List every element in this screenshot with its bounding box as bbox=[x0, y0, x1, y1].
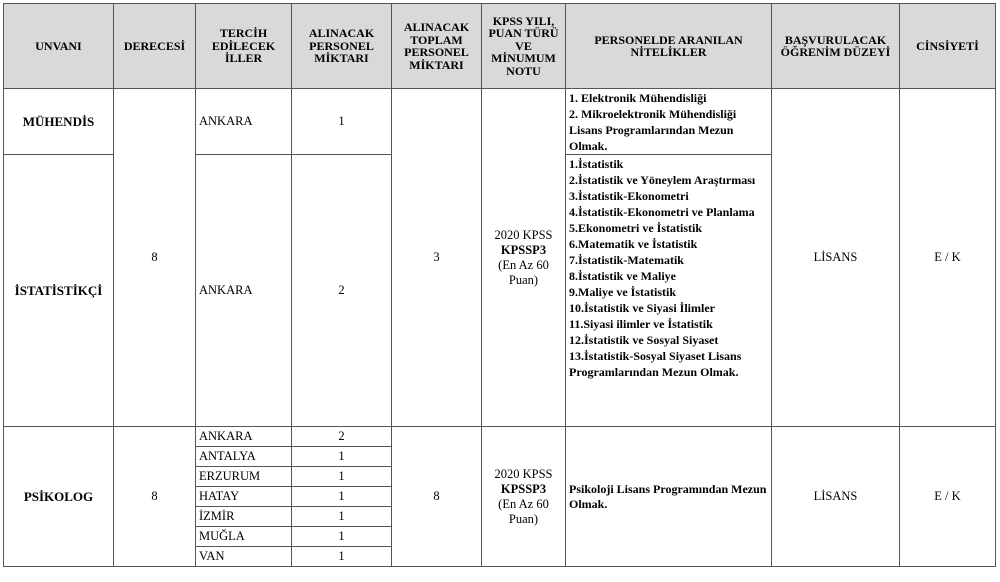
miktar-psikolog: 1 bbox=[292, 487, 392, 507]
derece-psikolog: 8 bbox=[114, 427, 196, 567]
kpss-year: 2020 KPSS bbox=[494, 466, 553, 481]
nitelik-item: 2.İstatistik ve Yöneylem Araştırması bbox=[569, 173, 756, 187]
kpss-type: KPSSP3 bbox=[500, 242, 547, 257]
table-row-psikolog bbox=[4, 427, 996, 447]
header-unvani: UNVANI bbox=[4, 4, 114, 89]
personnel-table bbox=[3, 3, 996, 567]
kpss-group1 bbox=[482, 89, 566, 427]
nitelik-item: 1. Elektronik Mühendisliği bbox=[569, 91, 707, 105]
nitelik-item: 2. Mikroelektronik Mühendisliği Lisans Programlarından Mezun Olmak. bbox=[569, 107, 737, 153]
kpss-type: KPSSP3 bbox=[500, 481, 547, 496]
il-psikolog: ANKARA bbox=[196, 427, 292, 447]
nitelik-item: 9.Maliye ve İstatistik bbox=[569, 285, 676, 299]
kpss-year: 2020 KPSS bbox=[494, 227, 553, 242]
nitelik-item: 12.İstatistik ve Sosyal Siyaset bbox=[569, 333, 719, 347]
nitelik-item: 1.İstatistik bbox=[569, 157, 624, 171]
nitelik-istatistikci bbox=[566, 155, 772, 427]
nitelik-item: 8.İstatistik ve Maliye bbox=[569, 269, 676, 283]
miktar-psikolog: 1 bbox=[292, 507, 392, 527]
header-toplam: ALINACAK TOPLAM PERSONEL MİKTARI bbox=[392, 4, 482, 89]
kpss-min: (En Az 60 Puan) bbox=[498, 257, 549, 287]
nitelik-item: 7.İstatistik-Matematik bbox=[569, 253, 684, 267]
toplam-group1: 3 bbox=[392, 89, 482, 427]
miktar-istatistikci: 2 bbox=[292, 155, 392, 427]
table-row-muhendis bbox=[4, 89, 996, 155]
nitelik-item: 5.Ekonometri ve İstatistik bbox=[569, 221, 702, 235]
unvan-muhendis: MÜHENDİS bbox=[4, 89, 114, 155]
nitelik-item: 11.Siyasi ilimler ve İstatistik bbox=[569, 317, 713, 331]
nitelik-psikolog: Psikoloji Lisans Programından Mezun Olmak. bbox=[566, 427, 772, 567]
miktar-psikolog: 2 bbox=[292, 427, 392, 447]
il-psikolog: VAN bbox=[196, 547, 292, 567]
nitelik-item: 10.İstatistik ve Siyasi İlimler bbox=[569, 301, 715, 315]
unvan-psikolog: PSİKOLOG bbox=[4, 427, 114, 567]
header-derecesi: DERECESİ bbox=[114, 4, 196, 89]
cinsiyet-group1: E / K bbox=[900, 89, 996, 427]
il-muhendis: ANKARA bbox=[196, 89, 292, 155]
header-row bbox=[4, 4, 996, 89]
nitelik-item: 4.İstatistik-Ekonometri ve Planlama bbox=[569, 205, 755, 219]
header-tercih: TERCİH EDİLECEK İLLER bbox=[196, 4, 292, 89]
ogrenim-group1: LİSANS bbox=[772, 89, 900, 427]
kpss-psikolog bbox=[482, 427, 566, 567]
kpss-min: (En Az 60 Puan) bbox=[498, 496, 549, 526]
il-psikolog: ERZURUM bbox=[196, 467, 292, 487]
toplam-psikolog: 8 bbox=[392, 427, 482, 567]
nitelik-muhendis bbox=[566, 89, 772, 155]
il-psikolog: MUĞLA bbox=[196, 527, 292, 547]
cinsiyet-psikolog: E / K bbox=[900, 427, 996, 567]
miktar-psikolog: 1 bbox=[292, 547, 392, 567]
header-kpss: KPSS YILI, PUAN TÜRÜ VE MİNUMUM NOTU bbox=[482, 4, 566, 89]
header-cinsiyet: CİNSİYETİ bbox=[900, 4, 996, 89]
miktar-psikolog: 1 bbox=[292, 447, 392, 467]
header-ogrenim: BAŞVURULACAK ÖĞRENİM DÜZEYİ bbox=[772, 4, 900, 89]
il-psikolog: İZMİR bbox=[196, 507, 292, 527]
nitelik-item: 3.İstatistik-Ekonometri bbox=[569, 189, 689, 203]
il-psikolog: ANTALYA bbox=[196, 447, 292, 467]
il-istatistikci: ANKARA bbox=[196, 155, 292, 427]
miktar-psikolog: 1 bbox=[292, 527, 392, 547]
miktar-psikolog: 1 bbox=[292, 467, 392, 487]
derece-group1: 8 bbox=[114, 89, 196, 427]
miktar-muhendis: 1 bbox=[292, 89, 392, 155]
header-alinacak: ALINACAK PERSONEL MİKTARI bbox=[292, 4, 392, 89]
header-nitelikler: PERSONELDE ARANILAN NİTELİKLER bbox=[566, 4, 772, 89]
nitelik-item: 13.İstatistik-Sosyal Siyaset Lisans Programlarından Mezun Olmak. bbox=[569, 349, 742, 379]
il-psikolog: HATAY bbox=[196, 487, 292, 507]
nitelik-item: 6.Matematik ve İstatistik bbox=[569, 237, 698, 251]
unvan-istatistikci: İSTATİSTİKÇİ bbox=[4, 155, 114, 427]
ogrenim-psikolog: LİSANS bbox=[772, 427, 900, 567]
